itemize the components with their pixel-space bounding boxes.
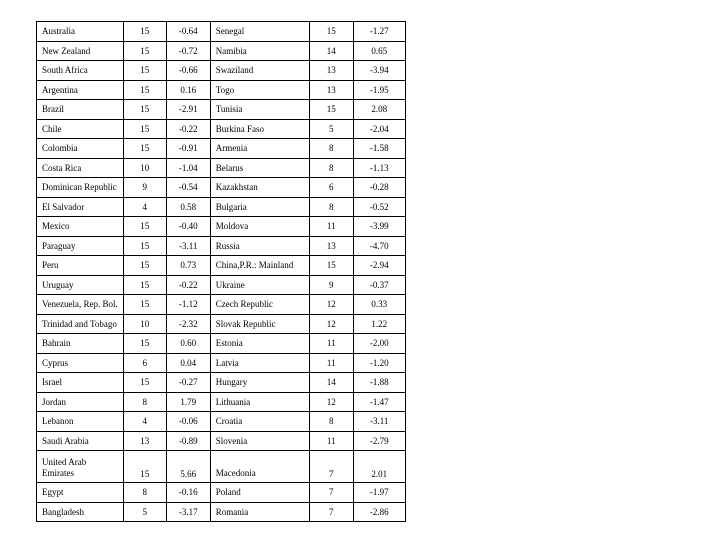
value-cell: 0.33	[353, 295, 405, 315]
value-cell: -0.27	[166, 373, 210, 393]
years-count-cell: 4	[123, 412, 166, 432]
value-cell: -0.22	[166, 275, 210, 295]
table-row	[37, 256, 406, 276]
value-cell: 0.58	[166, 197, 210, 217]
years-count-cell: 13	[309, 236, 353, 256]
country-name-cell: Czech Republic	[210, 295, 309, 315]
value-cell: -0.72	[166, 41, 210, 61]
country-name-cell: Costa Rica	[37, 158, 124, 178]
years-count-cell: 8	[309, 139, 353, 159]
table-row	[37, 392, 406, 412]
years-count-cell: 15	[123, 256, 166, 276]
years-count-cell: 7	[309, 502, 353, 522]
value-cell: 1.79	[166, 392, 210, 412]
years-count-cell: 4	[123, 197, 166, 217]
years-count-cell: 10	[123, 314, 166, 334]
value-cell: -0.22	[166, 119, 210, 139]
years-count-cell: 14	[309, 373, 353, 393]
value-cell: -4.70	[353, 236, 405, 256]
value-cell: -1.12	[166, 295, 210, 315]
value-cell: -2.91	[166, 100, 210, 120]
country-name-cell: Bulgaria	[210, 197, 309, 217]
country-name-cell: Uruguay	[37, 275, 124, 295]
country-name-cell: Slovenia	[210, 431, 309, 451]
country-data-table	[36, 21, 406, 522]
value-cell: -0.37	[353, 275, 405, 295]
value-cell: -2.32	[166, 314, 210, 334]
value-cell: -0.54	[166, 178, 210, 198]
value-cell: 2.08	[353, 100, 405, 120]
country-name-cell: Chile	[37, 119, 124, 139]
table-row	[37, 483, 406, 503]
table-row	[37, 178, 406, 198]
years-count-cell: 15	[123, 236, 166, 256]
value-cell: -3.11	[353, 412, 405, 432]
country-name-cell: Slovak Republic	[210, 314, 309, 334]
table-row	[37, 22, 406, 42]
value-cell: -3.17	[166, 502, 210, 522]
country-name-cell: Peru	[37, 256, 124, 276]
value-cell: -1.27	[353, 22, 405, 42]
value-cell: -2.79	[353, 431, 405, 451]
country-name-cell: Latvia	[210, 353, 309, 373]
years-count-cell: 8	[309, 197, 353, 217]
years-count-cell: 5	[123, 502, 166, 522]
years-count-cell: 6	[309, 178, 353, 198]
country-name-cell: Kazakhstan	[210, 178, 309, 198]
table-row	[37, 41, 406, 61]
country-name-cell: Venezuela, Rep. Bol.	[37, 295, 124, 315]
value-cell: -3.99	[353, 217, 405, 237]
table-row	[37, 502, 406, 522]
country-name-cell: New Zealand	[37, 41, 124, 61]
table-row	[37, 295, 406, 315]
years-count-cell: 15	[123, 275, 166, 295]
value-cell: -0.16	[166, 483, 210, 503]
years-count-cell: 12	[309, 314, 353, 334]
years-count-cell: 8	[309, 158, 353, 178]
years-count-cell: 9	[309, 275, 353, 295]
table-row	[37, 158, 406, 178]
years-count-cell: 15	[123, 41, 166, 61]
table-row	[37, 275, 406, 295]
table-row	[37, 217, 406, 237]
years-count-cell: 10	[123, 158, 166, 178]
value-cell: -0.64	[166, 22, 210, 42]
years-count-cell: 11	[309, 353, 353, 373]
value-cell: 0.73	[166, 256, 210, 276]
country-name-cell: Bahrain	[37, 334, 124, 354]
country-name-cell: Romania	[210, 502, 309, 522]
country-name-cell: Trinidad and Tobago	[37, 314, 124, 334]
value-cell: -3.11	[166, 236, 210, 256]
years-count-cell: 8	[309, 412, 353, 432]
table-row	[37, 236, 406, 256]
country-name-cell: Mexico	[37, 217, 124, 237]
years-count-cell: 15	[123, 217, 166, 237]
years-count-cell: 15	[123, 451, 166, 483]
years-count-cell: 15	[123, 119, 166, 139]
value-cell: -1.88	[353, 373, 405, 393]
country-name-cell: Poland	[210, 483, 309, 503]
value-cell: -0.66	[166, 61, 210, 81]
country-name-cell: Togo	[210, 80, 309, 100]
country-name-cell: Russia	[210, 236, 309, 256]
years-count-cell: 7	[309, 483, 353, 503]
country-name-cell: China,P.R.: Mainland	[210, 256, 309, 276]
table-row	[37, 412, 406, 432]
table-row	[37, 100, 406, 120]
value-cell: -2.86	[353, 502, 405, 522]
country-name-cell: Colombia	[37, 139, 124, 159]
country-name-cell: Paraguay	[37, 236, 124, 256]
country-name-cell: Israel	[37, 373, 124, 393]
country-name-cell: Saudi Arabia	[37, 431, 124, 451]
years-count-cell: 15	[123, 295, 166, 315]
country-name-cell: Swaziland	[210, 61, 309, 81]
value-cell: -1.97	[353, 483, 405, 503]
country-name-cell: Estonia	[210, 334, 309, 354]
table-row	[37, 61, 406, 81]
country-name-cell: Brazil	[37, 100, 124, 120]
value-cell: -0.28	[353, 178, 405, 198]
value-cell: -1.20	[353, 353, 405, 373]
country-name-cell: United Arab Emirates	[37, 451, 124, 483]
country-name-cell: Belarus	[210, 158, 309, 178]
years-count-cell: 15	[309, 22, 353, 42]
years-count-cell: 11	[309, 334, 353, 354]
years-count-cell: 15	[123, 373, 166, 393]
value-cell: -1.13	[353, 158, 405, 178]
country-name-cell: Lebanon	[37, 412, 124, 432]
table-row	[37, 119, 406, 139]
years-count-cell: 15	[309, 100, 353, 120]
table-row	[37, 197, 406, 217]
country-name-cell: El Salvador	[37, 197, 124, 217]
value-cell: -0.89	[166, 431, 210, 451]
table-row	[37, 314, 406, 334]
country-name-cell: Dominican Republic	[37, 178, 124, 198]
country-name-cell: Armenia	[210, 139, 309, 159]
years-count-cell: 6	[123, 353, 166, 373]
country-name-cell: Egypt	[37, 483, 124, 503]
value-cell: -0.52	[353, 197, 405, 217]
country-name-cell: Argentina	[37, 80, 124, 100]
years-count-cell: 15	[123, 61, 166, 81]
years-count-cell: 14	[309, 41, 353, 61]
value-cell: 0.04	[166, 353, 210, 373]
years-count-cell: 11	[309, 217, 353, 237]
years-count-cell: 12	[309, 295, 353, 315]
country-name-cell: Senegal	[210, 22, 309, 42]
years-count-cell: 13	[309, 80, 353, 100]
years-count-cell: 8	[123, 483, 166, 503]
value-cell: 0.16	[166, 80, 210, 100]
years-count-cell: 13	[123, 431, 166, 451]
country-name-cell: Jordan	[37, 392, 124, 412]
years-count-cell: 15	[123, 80, 166, 100]
country-name-cell: South Africa	[37, 61, 124, 81]
country-name-cell: Namibia	[210, 41, 309, 61]
country-name-cell: Croatia	[210, 412, 309, 432]
value-cell: 0.60	[166, 334, 210, 354]
value-cell: -0.91	[166, 139, 210, 159]
years-count-cell: 8	[123, 392, 166, 412]
years-count-cell: 12	[309, 392, 353, 412]
years-count-cell: 15	[123, 334, 166, 354]
country-name-cell: Australia	[37, 22, 124, 42]
value-cell: -1.58	[353, 139, 405, 159]
table-row	[37, 373, 406, 393]
table-row	[37, 451, 406, 483]
country-name-cell: Tunisia	[210, 100, 309, 120]
country-name-cell: Hungary	[210, 373, 309, 393]
country-name-cell: Lithuania	[210, 392, 309, 412]
years-count-cell: 15	[123, 139, 166, 159]
value-cell: 2.01	[353, 451, 405, 483]
value-cell: -0.06	[166, 412, 210, 432]
table-row	[37, 80, 406, 100]
years-count-cell: 15	[309, 256, 353, 276]
years-count-cell: 7	[309, 451, 353, 483]
years-count-cell: 5	[309, 119, 353, 139]
table-row	[37, 353, 406, 373]
value-cell: -1.47	[353, 392, 405, 412]
years-count-cell: 11	[309, 431, 353, 451]
value-cell: -0.40	[166, 217, 210, 237]
value-cell: -2.94	[353, 256, 405, 276]
country-name-cell: Macedonia	[210, 451, 309, 483]
table-row	[37, 139, 406, 159]
years-count-cell: 15	[123, 100, 166, 120]
years-count-cell: 13	[309, 61, 353, 81]
value-cell: -2.04	[353, 119, 405, 139]
table-row	[37, 431, 406, 451]
value-cell: -1.04	[166, 158, 210, 178]
country-name-cell: Burkina Faso	[210, 119, 309, 139]
table-row	[37, 334, 406, 354]
years-count-cell: 15	[123, 22, 166, 42]
years-count-cell: 9	[123, 178, 166, 198]
country-name-cell: Bangladesh	[37, 502, 124, 522]
value-cell: 0.65	[353, 41, 405, 61]
value-cell: -2.00	[353, 334, 405, 354]
country-name-cell: Cyprus	[37, 353, 124, 373]
value-cell: -3.94	[353, 61, 405, 81]
value-cell: -1.95	[353, 80, 405, 100]
country-name-cell: Ukraine	[210, 275, 309, 295]
country-name-cell: Moldova	[210, 217, 309, 237]
value-cell: 5.66	[166, 451, 210, 483]
value-cell: 1.22	[353, 314, 405, 334]
